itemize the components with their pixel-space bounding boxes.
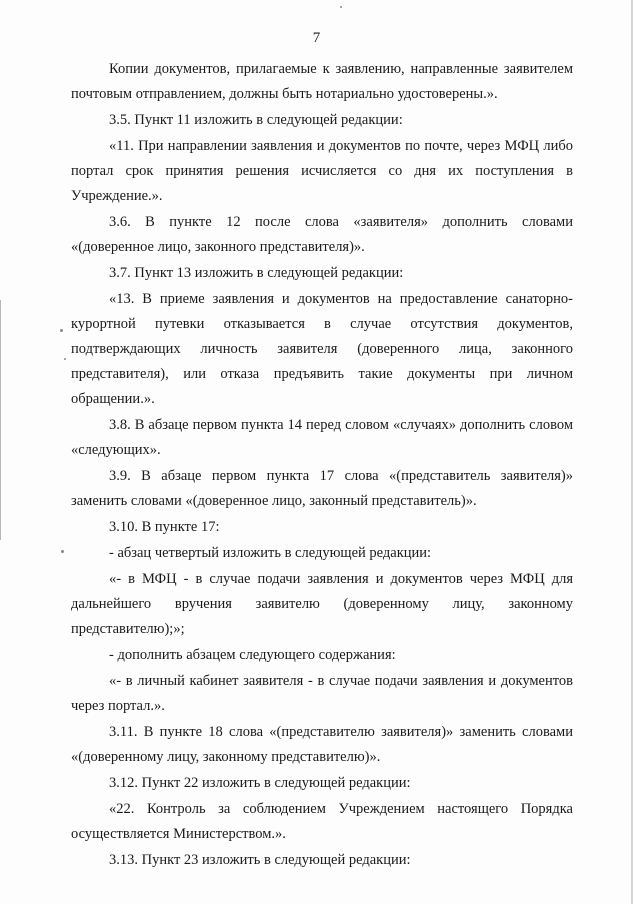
paragraph: «11. При направлении заявления и документов по почте, через МФЦ либо портал срок принятия решения исчисляется со дня их поступления в Учреждение.». <box>71 138 573 204</box>
paragraph: 3.12. Пункт 22 изложить в следующей редакции: <box>109 775 411 791</box>
paragraph: «- в личный кабинет заявителя - в случае подачи заявления и документов через портал.». <box>71 673 573 714</box>
paragraph: «22. Контроль за соблюдением Учреждением настоящего Порядка осуществляется Министерством.». <box>71 801 573 842</box>
scan-speck <box>64 358 66 360</box>
scan-speck <box>340 6 342 8</box>
paragraph: Копии документов, прилагаемые к заявлению, направленные заявителем почтовым отправлением, должны быть нотариально удостоверены.». <box>71 61 573 102</box>
paragraph: «- в МФЦ - в случае подачи заявления и документов через МФЦ для дальнейшего вручения заявителю (доверенному лицу, законному представителю);»; <box>71 571 573 637</box>
paragraph: 3.13. Пункт 23 изложить в следующей редакции: <box>109 852 411 868</box>
paragraph: 3.7. Пункт 13 изложить в следующей редакции: <box>109 265 404 281</box>
paragraph: 3.11. В пункте 18 слова «(представителю заявителя)» заменить словами «(доверенному лицу, законному представителю)». <box>71 724 573 765</box>
paragraph: 3.9. В абзаце первом пункта 17 слова «(представитель заявителя)» заменить словами «(доверенное лицо, законный представитель)». <box>71 468 573 509</box>
paragraph: 3.10. В пункте 17: <box>109 519 220 535</box>
scan-margin-line <box>0 300 1 540</box>
page-number: 7 <box>312 30 321 46</box>
paragraph: - дополнить абзацем следующего содержания: <box>109 647 396 663</box>
scan-speck <box>61 550 64 553</box>
paragraph: - абзац четвертый изложить в следующей редакции: <box>109 545 432 561</box>
document-body <box>71 57 573 874</box>
paragraph: «13. В приеме заявления и документов на предоставление санаторно-курортной путевки отказывается в случае отсутствия документов, подтверждающих личность заявителя (доверенного лица, законного представителя), или отказа предъявить такие документы при личном обращении.». <box>71 291 573 407</box>
scan-speck <box>60 329 63 332</box>
paragraph: 3.5. Пункт 11 изложить в следующей редакции: <box>109 112 403 128</box>
paragraph: 3.6. В пункте 12 после слова «заявителя» дополнить словами «(доверенное лицо, законного представителя)». <box>71 214 573 255</box>
paragraph: 3.8. В абзаце первом пункта 14 перед словом «случаях» дополнить словом «следующих». <box>71 417 573 458</box>
